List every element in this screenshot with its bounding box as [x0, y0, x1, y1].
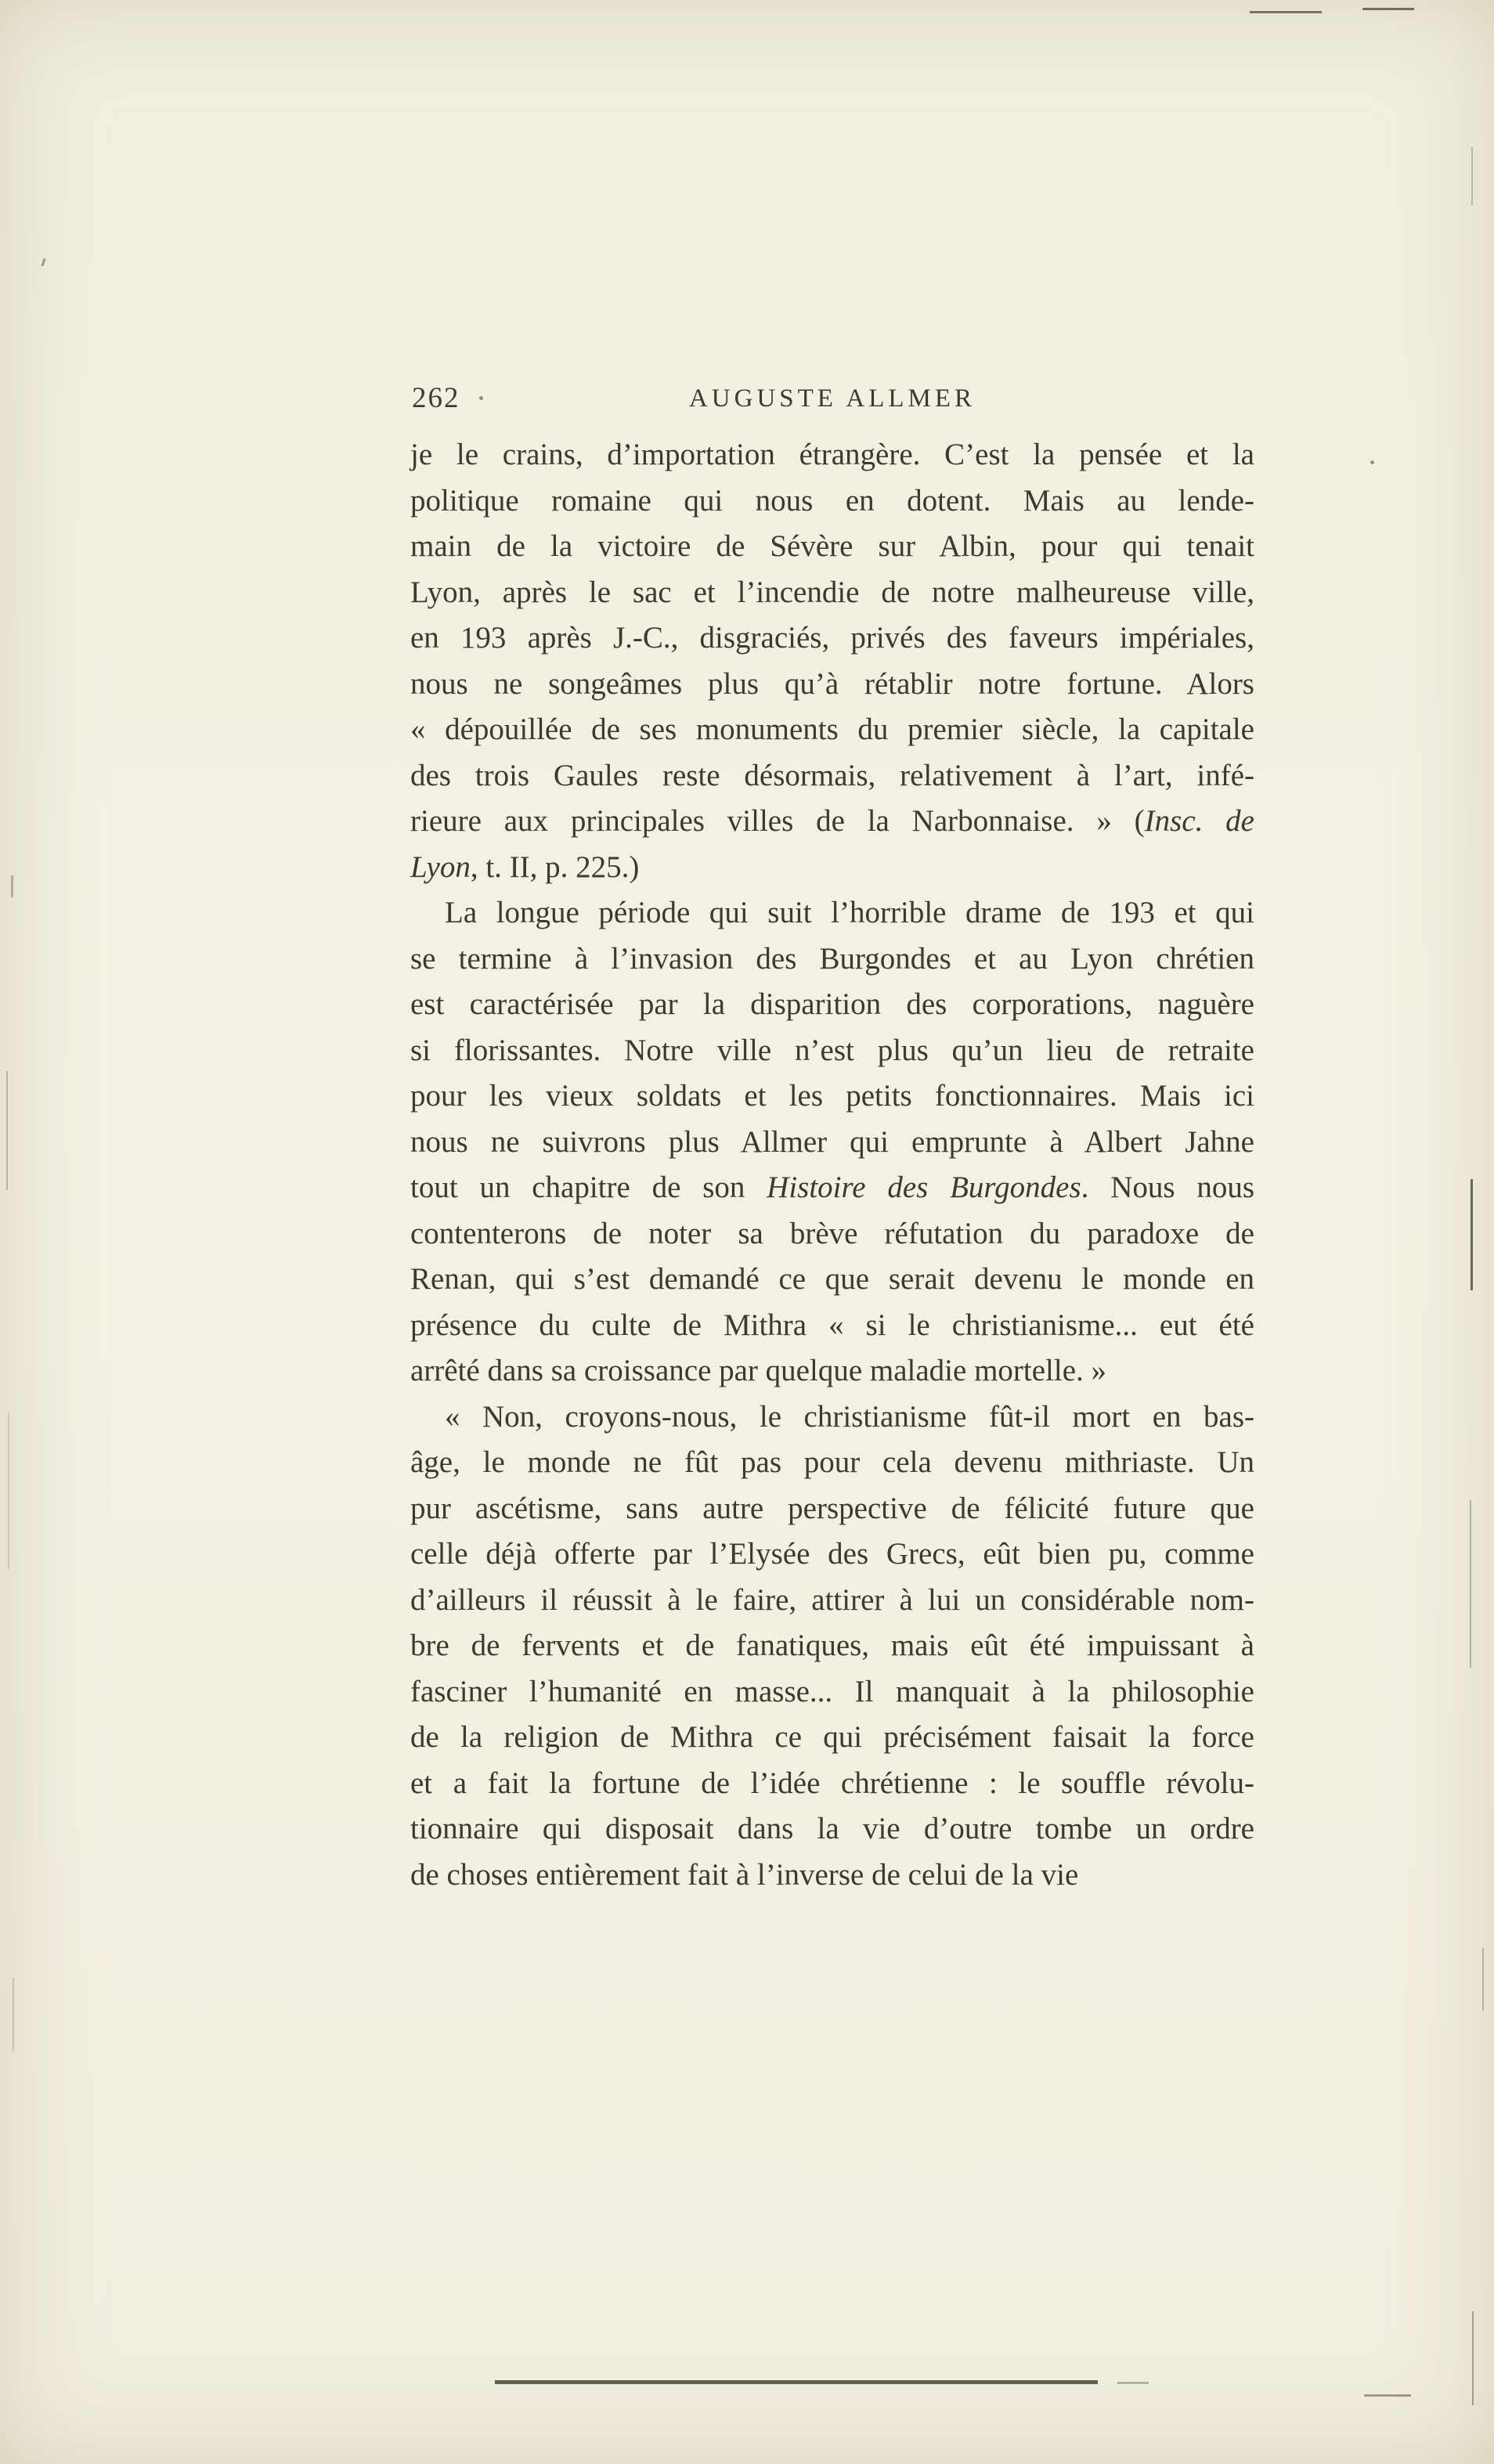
- body-text: se termine à l’invasion des Burgondes et au Lyon chrétien: [410, 941, 1254, 976]
- body-text: des trois Gaules reste désormais, relativement à l’art, infé-: [410, 758, 1254, 792]
- text-line: [410, 1120, 1254, 1166]
- body-text: et a fait la fortune de l’idée chrétienne : le souffle révolu-: [410, 1766, 1254, 1800]
- body-text: si florissantes. Notre ville n’est plus qu’un lieu de retraite: [410, 1033, 1254, 1067]
- body-text: de la religion de Mithra ce qui précisément faisait la force: [410, 1720, 1254, 1754]
- italic-text: Insc. de: [1144, 804, 1254, 838]
- text-line: [410, 890, 1254, 936]
- body-text: tionnaire qui disposait dans la vie d’outre tombe un ordre: [410, 1812, 1254, 1845]
- body-text: Lyon, après le sac et l’incendie de notre malheureuse ville,: [410, 575, 1254, 609]
- text-line: [410, 1761, 1254, 1807]
- text-line: [410, 1348, 1254, 1394]
- body-text: nous ne suivrons plus Allmer qui emprunte à Albert Jahne: [410, 1124, 1254, 1159]
- text-line: [410, 1623, 1254, 1669]
- text-line: [410, 615, 1254, 662]
- scan-artifact: [8, 1412, 9, 1569]
- italic-text: Lyon: [410, 850, 471, 884]
- text-line: [410, 1257, 1254, 1303]
- page-number: 262: [412, 382, 460, 414]
- body-text: « Non, croyons-nous, le christianisme fût-il mort en bas-: [445, 1399, 1254, 1434]
- text-line: [410, 662, 1254, 708]
- text-line: [410, 1486, 1254, 1532]
- scan-artifact: [1471, 147, 1473, 205]
- body-text: celle déjà offerte par l’Elysée des Grecs, eût bien pu, comme: [410, 1537, 1254, 1571]
- body-text: Renan, qui s’est demandé ce que serait devenu le monde en: [410, 1262, 1254, 1296]
- scan-artifact: [13, 1978, 14, 2051]
- body-text: nous ne songeâmes plus qu’à rétablir notre fortune. Alors: [410, 666, 1254, 701]
- body-text: contenterons de noter sa brève réfutation du paradoxe de: [410, 1216, 1254, 1250]
- paragraph: [410, 890, 1254, 1394]
- text-line: [410, 570, 1254, 616]
- text-line: [410, 1715, 1254, 1761]
- text-line: [410, 478, 1254, 525]
- text-line: [410, 936, 1254, 983]
- scan-artifact: [6, 1071, 8, 1190]
- text-line: [410, 1440, 1254, 1486]
- body-text: rieure aux principales villes de la Narbonnaise. » (: [410, 804, 1145, 838]
- scan-artifact: [479, 396, 483, 400]
- body-text: est caractérisée par la disparition des corporations, naguère: [410, 987, 1254, 1021]
- scan-artifact: [495, 2380, 1098, 2384]
- page-text: [410, 432, 1254, 1898]
- body-text: je le crains, d’importation étrangère. C’est la pensée et la: [410, 438, 1254, 471]
- text-line: [410, 707, 1254, 753]
- text-line: [410, 1211, 1254, 1257]
- body-text: arrêté dans sa croissance par quelque maladie mortelle. »: [410, 1354, 1107, 1387]
- text-line: [410, 982, 1254, 1028]
- body-text: pour les vieux soldats et les petits fonctionnaires. Mais ici: [410, 1079, 1254, 1113]
- body-text: , t. II, p. 225.): [470, 850, 640, 884]
- scan-artifact: [1470, 1500, 1471, 1668]
- text-line: [410, 432, 1254, 478]
- scan-artifact: [1250, 11, 1322, 13]
- text-line: [410, 524, 1254, 570]
- running-title: AUGUSTE ALLMER: [688, 384, 976, 413]
- body-text: tout un chapitre de son: [410, 1171, 767, 1204]
- body-text: âge, le monde ne fût pas pour cela devenu mithriaste. Un: [410, 1445, 1254, 1479]
- body-text: d’ailleurs il réussit à le faire, attirer à lui un considérable nom-: [410, 1582, 1254, 1617]
- text-line: [410, 1394, 1254, 1441]
- scan-artifact: [1472, 2311, 1474, 2405]
- scan-artifact: [1117, 2382, 1149, 2384]
- body-text: de choses entièrement fait à l’inverse de celui de la vie: [410, 1857, 1079, 1892]
- text-line: [410, 753, 1254, 799]
- body-text: « dépouillée de ses monuments du premier siècle, la capitale: [410, 713, 1254, 746]
- text-line: [410, 1073, 1254, 1120]
- scan-artifact: [1364, 2394, 1411, 2397]
- text-line: [410, 1165, 1254, 1211]
- text-line: [410, 1853, 1254, 1899]
- body-text: La longue période qui suit l’horrible drame de 193 et qui: [445, 896, 1254, 929]
- body-text: pur ascétisme, sans autre perspective de félicité future que: [410, 1491, 1254, 1525]
- scan-artifact: [1370, 460, 1374, 464]
- scan-artifact: [1362, 8, 1414, 10]
- text-line: [410, 845, 1254, 891]
- body-text: en 193 après J.-C., disgraciés, privés des faveurs impériales,: [410, 621, 1254, 655]
- running-head: [410, 381, 1254, 417]
- body-text: bre de fervents et de fanatiques, mais eût été impuissant à: [410, 1629, 1254, 1662]
- scan-artifact: [41, 258, 45, 266]
- text-line: [410, 1806, 1254, 1853]
- text-line: [410, 1669, 1254, 1715]
- scan-artifact: [1471, 1179, 1473, 1290]
- text-line: [410, 799, 1254, 845]
- body-text: présence du culte de Mithra « si le christianisme... eut été: [410, 1308, 1254, 1342]
- body-text: politique romaine qui nous en dotent. Mais au lende-: [410, 483, 1254, 518]
- body-text: . Nous nous: [1081, 1171, 1254, 1204]
- paragraph: [410, 1394, 1254, 1899]
- scan-artifact: [11, 875, 13, 897]
- paragraph: [410, 432, 1254, 890]
- text-line: [410, 1303, 1254, 1349]
- body-text: fasciner l’humanité en masse... Il manquait à la philosophie: [410, 1674, 1254, 1708]
- text-line: [410, 1028, 1254, 1074]
- text-line: [410, 1578, 1254, 1624]
- scan-artifact: [1482, 1948, 1484, 2011]
- italic-text: Histoire des Burgondes: [767, 1171, 1081, 1204]
- text-line: [410, 1531, 1254, 1578]
- body-text: main de la victoire de Sévère sur Albin, pour qui tenait: [410, 529, 1254, 563]
